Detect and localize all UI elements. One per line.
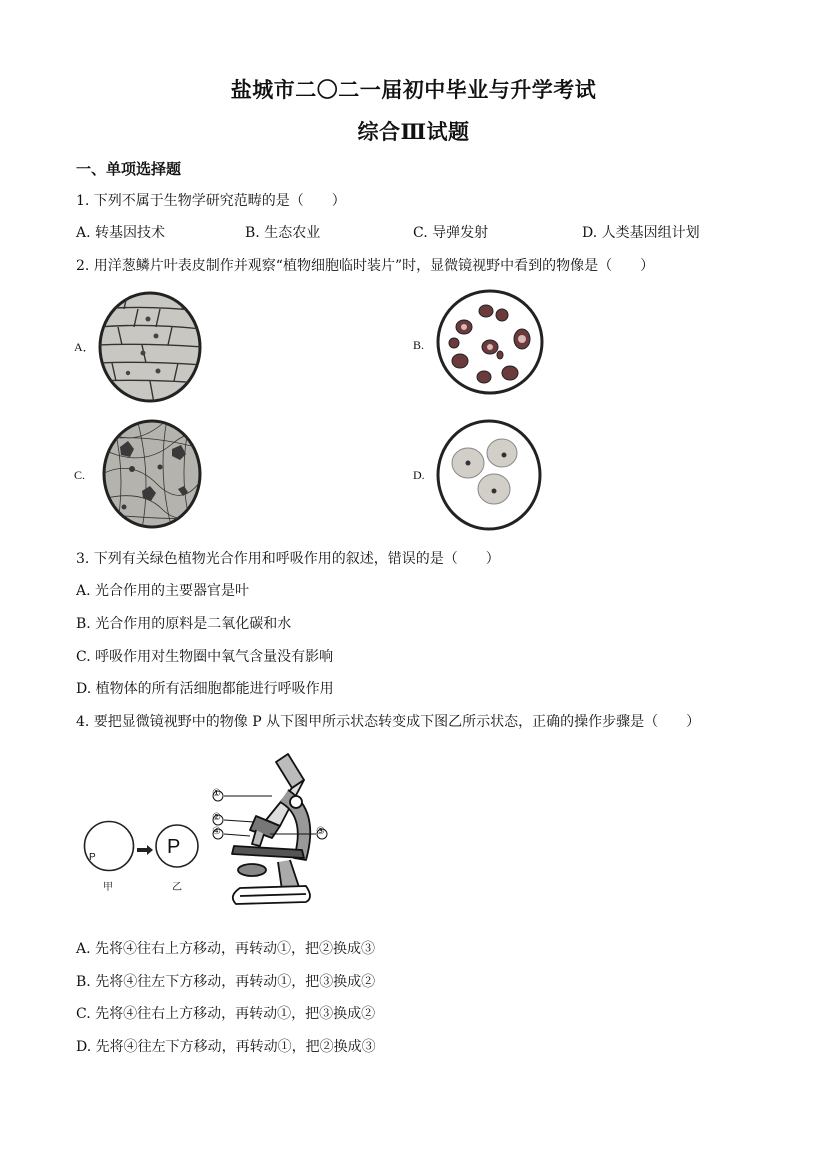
exam-subtitle: 综合Ⅲ试题 bbox=[357, 119, 470, 144]
marker-4: ④ bbox=[212, 826, 221, 837]
p-large-label: P bbox=[167, 836, 181, 858]
q4-option-a: A. 先将④往右上方移动，再转动①，把②换成③ bbox=[76, 941, 376, 957]
q2-label-a: A． bbox=[74, 340, 95, 354]
question-2-stem: 2. 用洋葱鳞片叶表皮制作并观察“植物细胞临时装片”时，显微镜视野中看到的物像是（ ） bbox=[76, 258, 655, 274]
exam-title: 盐城市二〇二一届初中毕业与升学考试 bbox=[230, 77, 597, 102]
label-jia: 甲 bbox=[103, 882, 113, 893]
marker-1: ① bbox=[212, 788, 221, 799]
q4-option-d: D. 先将④往左下方移动，再转动①，把②换成③ bbox=[76, 1039, 376, 1055]
q1-option-a: A. 转基因技术 bbox=[76, 225, 166, 241]
marker-3: ③ bbox=[316, 826, 325, 837]
q1-option-d: D. 人类基因组计划 bbox=[582, 225, 700, 241]
arrow-icon bbox=[137, 845, 153, 855]
onion-cells-image bbox=[98, 291, 202, 403]
q4-option-c: C. 先将④往右上方移动，再转动①，把③换成② bbox=[76, 1006, 376, 1022]
q3-option-a: A. 光合作用的主要器官是叶 bbox=[76, 583, 250, 599]
q3-option-b: B. 光合作用的原料是二氧化碳和水 bbox=[76, 616, 292, 632]
round-cells-image bbox=[436, 419, 542, 531]
question-3-stem: 3. 下列有关绿色植物光合作用和呼吸作用的叙述，错误的是（ ） bbox=[76, 551, 500, 567]
q1-option-c: C. 导弹发射 bbox=[413, 225, 489, 241]
q2-label-d: D. bbox=[413, 468, 425, 482]
tissue-cells-image bbox=[102, 419, 202, 529]
question-1-stem: 1. 下列不属于生物学研究范畴的是（ ） bbox=[76, 193, 346, 209]
q3-option-c: C. 呼吸作用对生物圈中氧气含量没有影响 bbox=[76, 649, 334, 665]
p-small-label: P bbox=[89, 852, 96, 863]
question-4-stem: 4. 要把显微镜视野中的物像 P 从下图甲所示状态转变成下图乙所示状态，正确的操作步骤是（ ） bbox=[76, 714, 701, 730]
q2-label-c: C. bbox=[74, 468, 86, 482]
q4-option-b: B. 先将④往左下方移动，再转动①，把③换成② bbox=[76, 974, 376, 990]
blood-cells-image bbox=[436, 289, 544, 395]
q1-option-b: B. 生态农业 bbox=[245, 225, 321, 241]
q2-label-b: B. bbox=[413, 338, 425, 352]
section-heading: 一、单项选择题 bbox=[76, 160, 182, 178]
label-yi: 乙 bbox=[172, 882, 182, 893]
view-field-jia bbox=[83, 820, 135, 872]
q3-option-d: D. 植物体的所有活细胞都能进行呼吸作用 bbox=[76, 681, 334, 697]
marker-2: ② bbox=[212, 812, 221, 823]
